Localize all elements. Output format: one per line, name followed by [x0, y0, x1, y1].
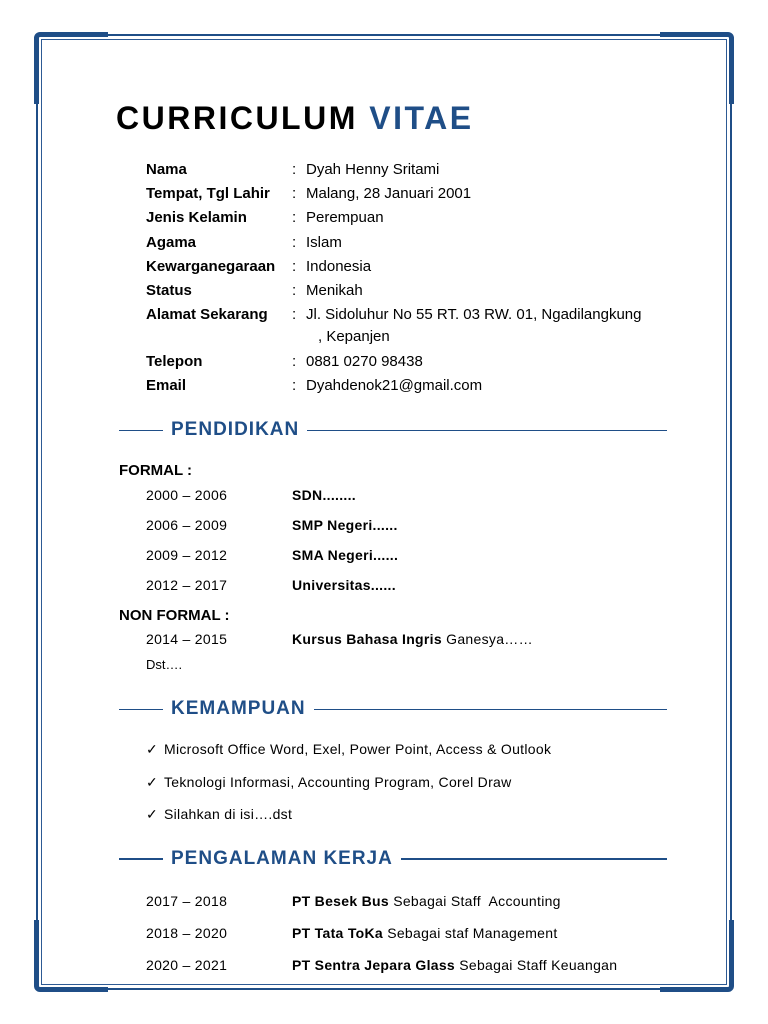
formal-label: FORMAL :: [119, 462, 193, 479]
education-school: SDN........: [292, 487, 356, 503]
section-rule: [119, 430, 163, 431]
course-suffix: Ganesya……: [446, 631, 533, 647]
skill-text: Microsoft Office Word, Exel, Power Point, Access & Outlook: [164, 741, 552, 757]
info-row-status: [146, 280, 666, 304]
experience-company: PT Sentra Jepara Glass: [292, 957, 456, 973]
frame-bottom-rule: [108, 988, 660, 990]
section-rule: [307, 430, 667, 431]
skill-item: [146, 806, 292, 823]
nonformal-label: NON FORMAL :: [119, 607, 230, 624]
info-colon: :: [292, 233, 297, 251]
info-value: 0881 0270 98438: [306, 353, 423, 371]
frame-top-rule: [108, 34, 660, 36]
info-row-religion: [146, 232, 666, 256]
info-label: Alamat Sekarang: [146, 306, 268, 324]
info-colon: :: [292, 353, 297, 371]
info-row-name: [146, 159, 666, 183]
experience-detail: [292, 893, 561, 909]
education-school: SMA Negeri......: [292, 547, 399, 563]
education-years: 2012 – 2017: [146, 577, 228, 593]
info-label: Tempat, Tgl Lahir: [146, 185, 270, 203]
experience-company: PT Tata ToKa: [292, 925, 383, 941]
education-more: Dst….: [146, 657, 183, 672]
education-years: 2009 – 2012: [146, 547, 228, 563]
info-colon: :: [292, 306, 297, 324]
frame-left-rule: [36, 104, 38, 920]
info-colon: :: [292, 281, 297, 299]
section-title: PENGALAMAN KERJA: [171, 848, 393, 869]
check-icon: ✓: [146, 806, 159, 822]
experience-row: [146, 957, 617, 973]
info-value: Menikah: [306, 281, 363, 299]
experience-role: Sebagai Staff Accounting: [393, 893, 561, 909]
skill-item: [146, 774, 512, 791]
address-line2: , Kepanjen: [318, 328, 390, 346]
education-row: [146, 547, 398, 563]
info-value: [306, 304, 666, 351]
check-icon: ✓: [146, 774, 159, 790]
experience-role: Sebagai staf Management: [387, 925, 558, 941]
personal-info: [146, 159, 666, 400]
info-row-birth: [146, 183, 666, 207]
experience-detail: [292, 925, 558, 941]
info-colon: :: [292, 185, 297, 203]
education-row: [146, 577, 396, 593]
course-name: Kursus Bahasa Ingris: [292, 631, 442, 647]
title-part2: VITAE: [369, 100, 474, 136]
education-school: Universitas......: [292, 577, 396, 593]
section-header-education: [119, 419, 667, 441]
section-rule: [401, 858, 667, 860]
info-value: Perempuan: [306, 209, 384, 227]
experience-role: Sebagai Staff Keuangan: [459, 957, 618, 973]
section-title: PENDIDIKAN: [171, 419, 300, 440]
education-years: 2014 – 2015: [146, 631, 228, 647]
skill-item: [146, 741, 551, 758]
education-school: [292, 631, 533, 647]
education-years: 2000 – 2006: [146, 487, 228, 503]
section-rule: [119, 858, 163, 860]
info-label: Status: [146, 281, 192, 299]
info-value: Dyah Henny Sritami: [306, 161, 440, 178]
page-title: [116, 100, 474, 137]
frame-right-rule: [730, 104, 732, 920]
info-row-citizenship: [146, 256, 666, 280]
experience-detail: [292, 957, 617, 973]
education-row: [146, 517, 398, 533]
education-row: [146, 487, 356, 503]
info-label: Nama: [146, 161, 187, 178]
section-header-skills: [119, 698, 667, 720]
experience-row: [146, 925, 558, 941]
education-years: 2006 – 2009: [146, 517, 228, 533]
info-label: Email: [146, 377, 187, 395]
info-row-phone: [146, 351, 666, 375]
info-row-gender: [146, 207, 666, 231]
experience-years: 2017 – 2018: [146, 893, 228, 909]
experience-years: 2020 – 2021: [146, 957, 228, 973]
experience-years: 2018 – 2020: [146, 925, 228, 941]
info-row-email: [146, 375, 666, 399]
experience-company: PT Besek Bus: [292, 893, 389, 909]
skill-text: Silahkan di isi….dst: [164, 806, 293, 822]
experience-row: [146, 893, 561, 909]
section-rule: [119, 709, 163, 710]
info-value: Dyahdenok21@gmail.com: [306, 377, 483, 395]
info-label: Kewarganegaraan: [146, 257, 276, 275]
info-value: Indonesia: [306, 257, 372, 275]
section-rule: [314, 709, 667, 710]
info-colon: :: [292, 377, 297, 395]
section-title: KEMAMPUAN: [171, 698, 306, 719]
title-part1: CURRICULUM: [116, 100, 358, 136]
info-label: Telepon: [146, 353, 203, 371]
info-colon: :: [292, 257, 297, 275]
info-label: Agama: [146, 233, 197, 251]
info-colon: :: [292, 209, 297, 227]
section-header-experience: [119, 848, 667, 870]
education-school: SMP Negeri......: [292, 517, 398, 533]
info-row-address: [146, 304, 666, 351]
info-value: Malang, 28 Januari 2001: [306, 185, 472, 203]
info-colon: :: [292, 161, 297, 178]
address-line1: Jl. Sidoluhur No 55 RT. 03 RW. 01, Ngadilangkung: [306, 306, 642, 324]
info-value: Islam: [306, 233, 342, 251]
check-icon: ✓: [146, 741, 159, 757]
education-row: [146, 631, 533, 647]
skill-text: Teknologi Informasi, Accounting Program, Corel Draw: [164, 774, 512, 790]
info-label: Jenis Kelamin: [146, 209, 247, 227]
